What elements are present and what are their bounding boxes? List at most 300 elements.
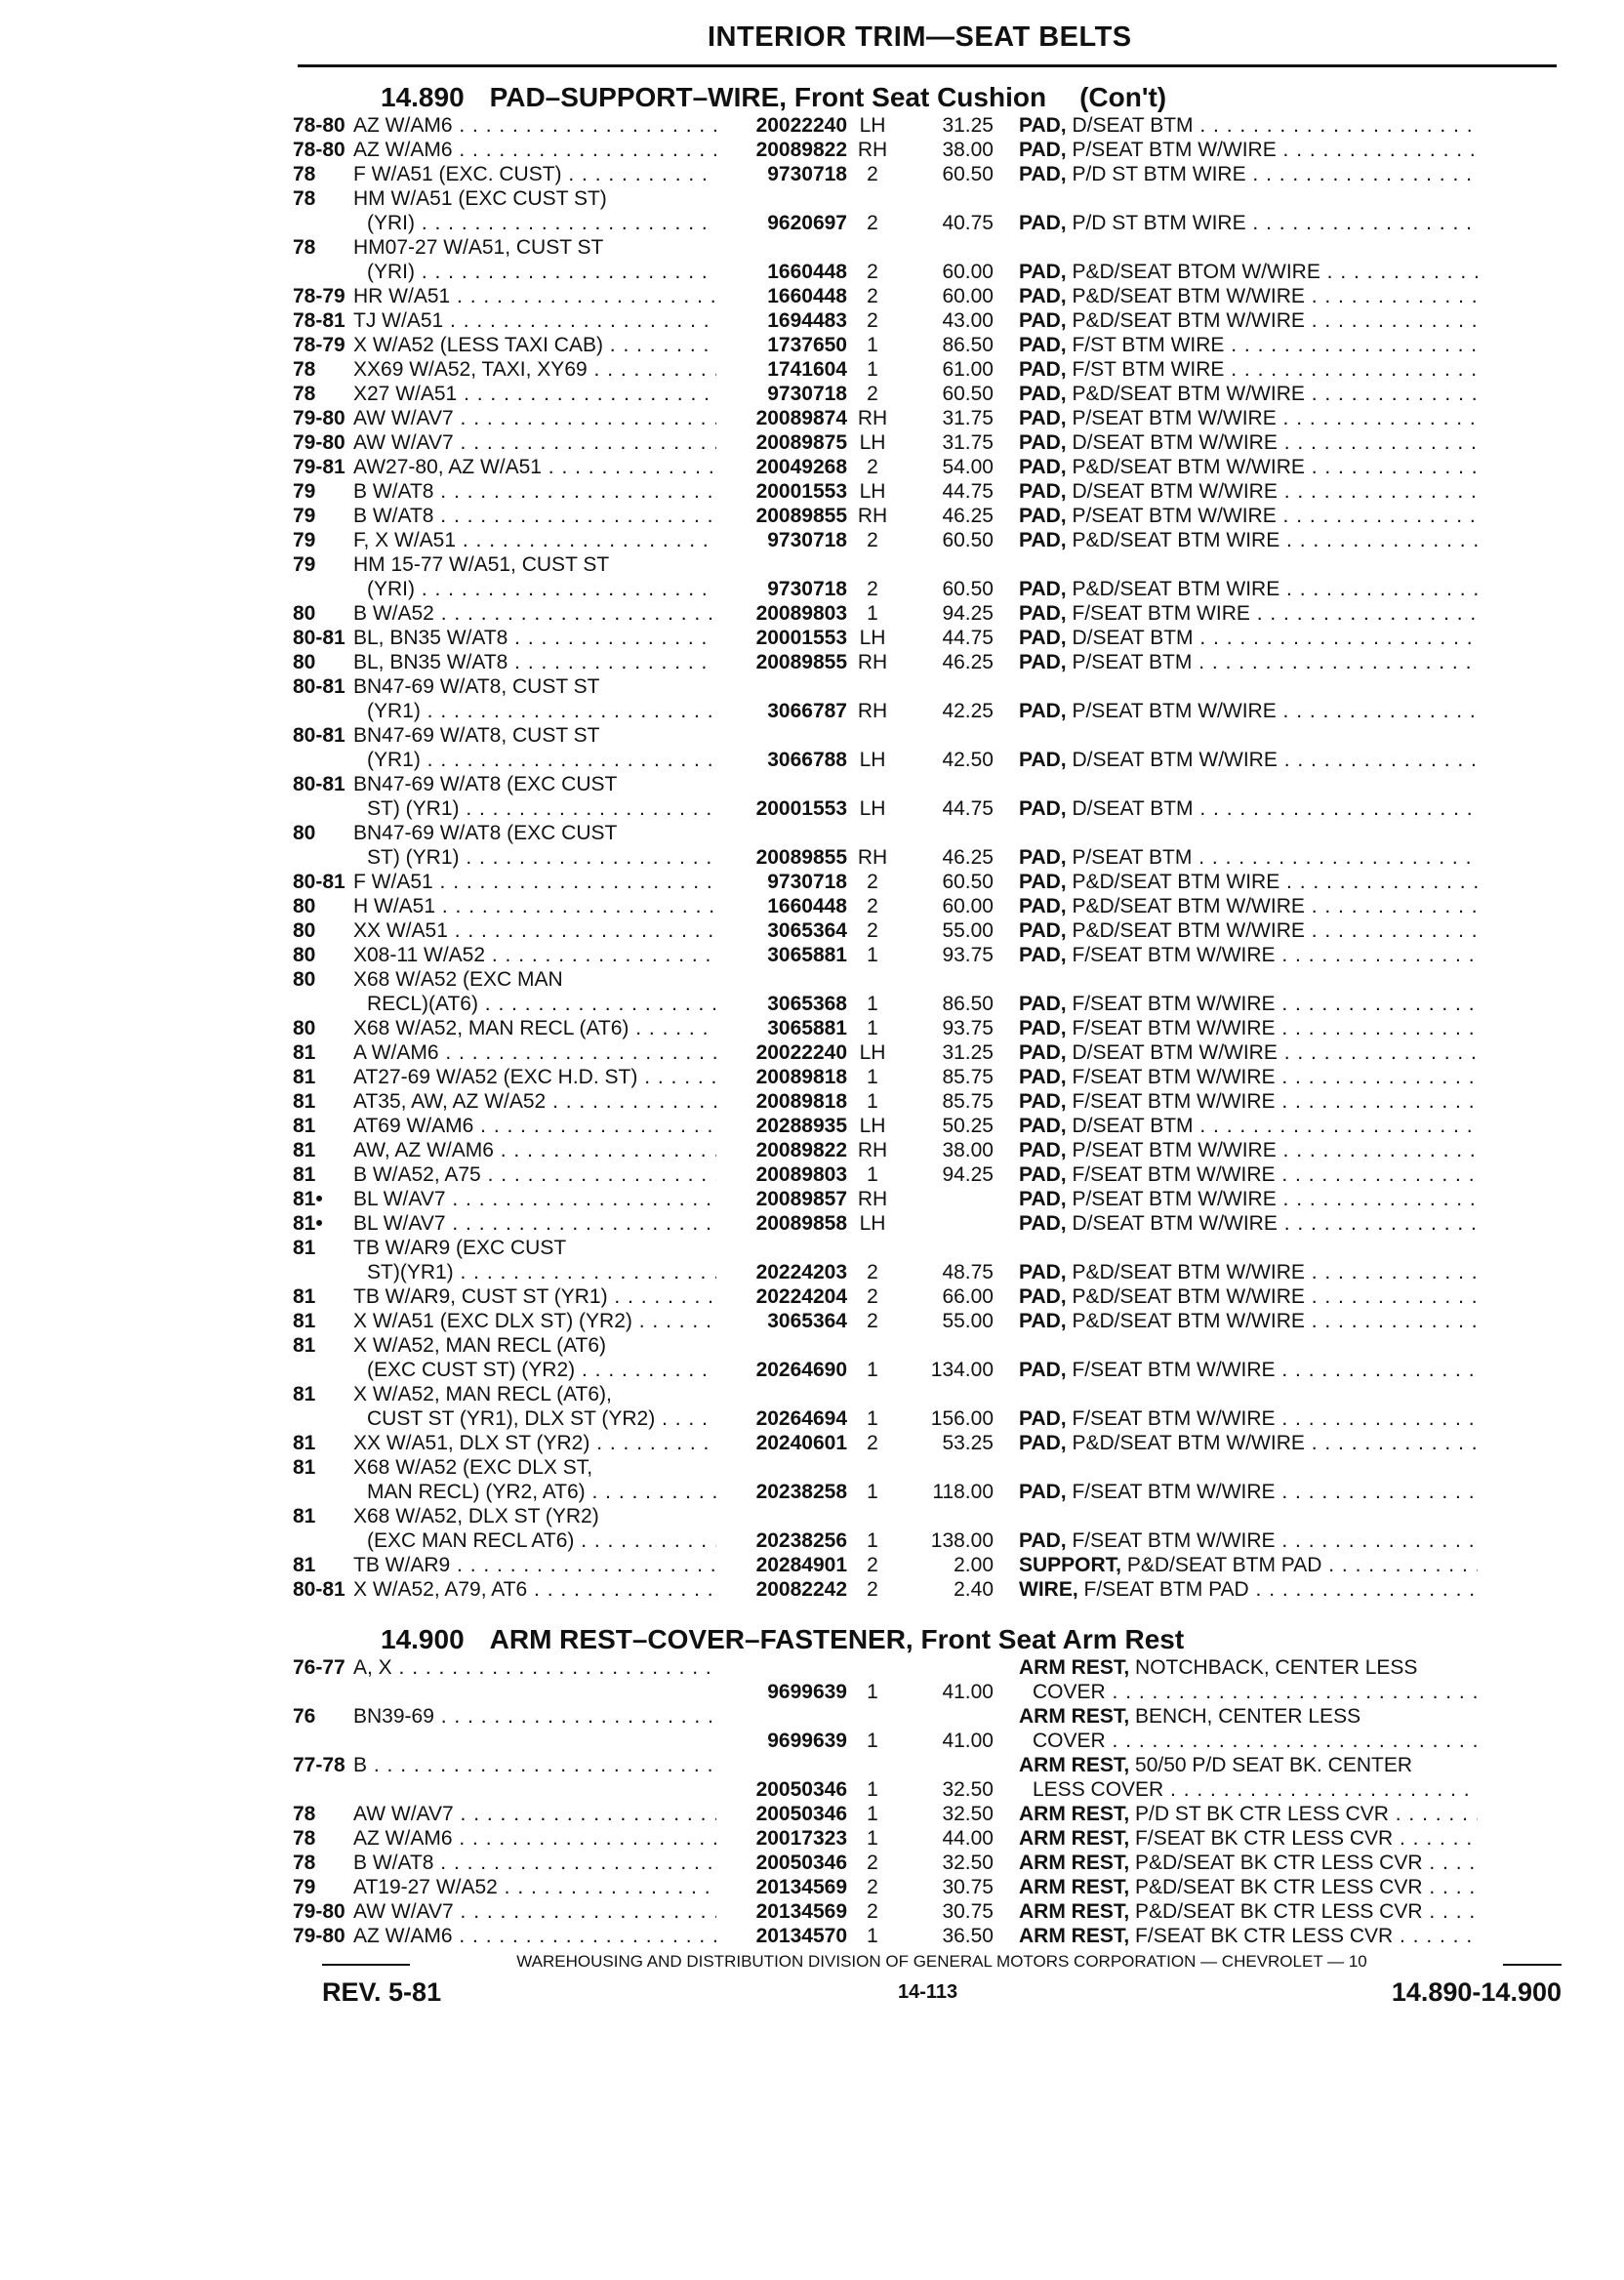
description-text: COVER [1033, 1681, 1106, 1703]
description-line [1019, 918, 1478, 943]
description-noun: PAD, [1019, 1115, 1067, 1137]
description-text: P/D ST BTM WIRE [1072, 163, 1246, 185]
model-year: 78-80 [293, 139, 345, 161]
quantity: 1 [867, 334, 878, 356]
description-line [1019, 406, 1478, 430]
part-description [994, 1114, 1478, 1138]
model-application [353, 943, 716, 967]
part-description [994, 333, 1478, 357]
model-application [353, 1284, 716, 1309]
list-item [293, 626, 1581, 650]
list-item [293, 552, 1581, 601]
model-application [353, 284, 716, 308]
price: 85.75 [942, 1066, 994, 1088]
part-number: 20134569 [755, 1876, 847, 1898]
description-line [1019, 1826, 1478, 1851]
list-item [293, 1236, 1581, 1284]
description-noun: PAD, [1019, 309, 1067, 332]
price: 138.00 [930, 1529, 994, 1552]
price: 61.00 [942, 358, 994, 381]
part-description [994, 1406, 1478, 1431]
model-application [353, 1089, 716, 1114]
model-application [353, 1455, 716, 1504]
description-noun: PAD, [1019, 139, 1067, 161]
list-item [293, 284, 1581, 308]
model-line: B W/A52, A75 . . . [353, 1162, 716, 1187]
model-application [353, 1431, 716, 1455]
model-line: X W/A52 (LESS TAXI CAB) . . . [353, 333, 716, 357]
quantity: 2 [867, 1261, 878, 1283]
description-noun: PAD, [1019, 1041, 1067, 1064]
description-text: NOTCHBACK, CENTER LESS [1135, 1656, 1418, 1679]
model-line: B W/A52 . . . [353, 601, 716, 626]
price: 86.50 [942, 993, 994, 1015]
quantity: LH [859, 1115, 886, 1137]
quantity: 2 [867, 285, 878, 307]
model-year: 81 [293, 1310, 316, 1332]
part-number: 20089818 [755, 1066, 847, 1088]
model-year: 78 [293, 383, 316, 405]
list-item [293, 1284, 1581, 1309]
description-line [1019, 1802, 1478, 1826]
part-number: 3065364 [767, 1310, 847, 1332]
price: 2.40 [954, 1578, 994, 1601]
model-application [353, 235, 716, 284]
price: 42.25 [942, 700, 994, 722]
description-text: P&D/SEAT BTM WIRE [1072, 529, 1280, 551]
list-item [293, 1187, 1581, 1211]
price: 40.75 [942, 212, 994, 234]
model-application [353, 1382, 716, 1431]
part-description [994, 382, 1478, 406]
part-description [994, 113, 1478, 138]
model-line: AZ W/AM6 . . . [353, 1924, 716, 1948]
description-line [1019, 1187, 1478, 1211]
list-item [293, 138, 1581, 162]
description-text: F/SEAT BK CTR LESS CVR [1135, 1827, 1394, 1850]
description-line [1019, 1480, 1478, 1504]
description-text: P/SEAT BTM W/WIRE [1072, 139, 1277, 161]
part-description [994, 1851, 1478, 1875]
list-item [293, 1431, 1581, 1455]
description-text: P&D/SEAT BK CTR LESS CVR [1135, 1876, 1423, 1898]
model-line: (YRI) . . . [353, 577, 716, 601]
model-line: (EXC CUST ST) (YR2) . . . [353, 1358, 716, 1382]
price: 60.00 [942, 895, 994, 917]
model-year: 78 [293, 1827, 316, 1850]
part-number: 3066788 [767, 749, 847, 771]
part-number: 20089874 [755, 407, 847, 429]
price: 60.50 [942, 529, 994, 551]
part-number: 20050346 [755, 1803, 847, 1825]
part-description [994, 308, 1478, 333]
part-number: 20050346 [755, 1852, 847, 1874]
description-text: P&D/SEAT BTM W/WIRE [1072, 1432, 1305, 1454]
section-number: 14.890 [381, 82, 465, 112]
description-noun: PAD, [1019, 1261, 1067, 1283]
list-item [293, 1704, 1581, 1753]
model-line: X68 W/A52 (EXC MAN [353, 968, 563, 991]
description-text: P&D/SEAT BK CTR LESS CVR [1135, 1900, 1423, 1923]
quantity: 1 [867, 1681, 878, 1703]
list-item [293, 1875, 1581, 1899]
description-line [1019, 1040, 1478, 1065]
model-line: XX69 W/A52, TAXI, XY69 . . . [353, 357, 716, 382]
quantity: 2 [867, 919, 878, 942]
page-header [298, 18, 1557, 72]
price: 32.50 [942, 1852, 994, 1874]
model-application [353, 308, 716, 333]
model-year: 78-81 [293, 309, 345, 332]
model-year: 79 [293, 1876, 316, 1898]
part-description [994, 748, 1478, 772]
quantity: 1 [867, 944, 878, 966]
part-description [994, 284, 1478, 308]
model-year: 78 [293, 187, 316, 210]
description-noun: ARM REST, [1019, 1827, 1130, 1850]
model-application [353, 1016, 716, 1040]
quantity: 1 [867, 1925, 878, 1947]
header-rule [298, 64, 1557, 67]
list-item [293, 1089, 1581, 1114]
list-item [293, 1138, 1581, 1162]
part-number: 3065364 [767, 919, 847, 942]
part-description [994, 430, 1478, 455]
part-description [994, 138, 1478, 162]
model-line: X68 W/A52, MAN RECL (AT6) . . . [353, 1016, 716, 1040]
model-year: 80-81 [293, 773, 345, 795]
price: 94.25 [942, 602, 994, 625]
price: 43.00 [942, 309, 994, 332]
quantity: 1 [867, 1730, 878, 1752]
quantity: 1 [867, 1481, 878, 1503]
part-number: 1694483 [767, 309, 847, 332]
price: 44.75 [942, 797, 994, 820]
part-description [994, 1826, 1478, 1851]
description-noun: PAD, [1019, 602, 1067, 625]
description-line [1019, 1406, 1478, 1431]
description-line [1019, 1138, 1478, 1162]
quantity: 2 [867, 163, 878, 185]
model-line: ST) (YR1) . . . [353, 845, 716, 870]
part-description [994, 1162, 1478, 1187]
model-application [353, 528, 716, 552]
part-number: 9730718 [767, 578, 847, 600]
description-noun: PAD, [1019, 1090, 1067, 1113]
model-line: CUST ST (YR1), DLX ST (YR2) . . . [353, 1406, 716, 1431]
model-application [353, 626, 716, 650]
model-line: B W/AT8 . . . [353, 1851, 716, 1875]
list-item [293, 1553, 1581, 1577]
quantity: LH [859, 1041, 886, 1064]
part-description [994, 455, 1478, 479]
quantity: 1 [867, 1407, 878, 1430]
model-year: 81 [293, 1432, 316, 1454]
list-item [293, 943, 1581, 967]
price: 118.00 [932, 1481, 994, 1503]
model-application [353, 1309, 716, 1333]
price: 60.50 [942, 163, 994, 185]
model-application [353, 382, 716, 406]
description-line [1019, 1899, 1478, 1924]
model-application [353, 1655, 716, 1704]
description-line [1019, 1162, 1478, 1187]
part-number: 20050346 [755, 1778, 847, 1801]
description-text: P&D/SEAT BTM W/WIRE [1072, 919, 1305, 942]
section-title [293, 70, 1581, 113]
description-line [1019, 308, 1478, 333]
quantity: 1 [867, 1803, 878, 1825]
footer-organization: WAREHOUSING AND DISTRIBUTION DIVISION OF GENERAL MOTORS CORPORATION — CHEVROLET — 10 [516, 1952, 1367, 1971]
part-description [994, 845, 1478, 870]
quantity: 1 [867, 1359, 878, 1381]
description-text: D/SEAT BTM [1072, 114, 1194, 137]
price: 55.00 [942, 1310, 994, 1332]
description-text: LESS COVER [1033, 1778, 1164, 1801]
model-year: 79-80 [293, 1925, 345, 1947]
model-line: BN47-69 W/AT8, CUST ST [353, 724, 600, 747]
model-application [353, 1802, 716, 1826]
price: 36.50 [942, 1925, 994, 1947]
description-noun: ARM REST, [1019, 1803, 1130, 1825]
model-year: 80-81 [293, 724, 345, 747]
description-line [1019, 1704, 1478, 1729]
description-line [1019, 1851, 1478, 1875]
list-item [293, 308, 1581, 333]
description-line [1019, 113, 1478, 138]
quantity: RH [857, 700, 888, 722]
price: 44.75 [942, 627, 994, 649]
description-line [1019, 1729, 1478, 1753]
description-noun: PAD, [1019, 1285, 1067, 1308]
section-continued: (Con't) [1079, 82, 1167, 112]
model-application [353, 1553, 716, 1577]
description-noun: PAD, [1019, 846, 1067, 869]
part-number: 20089875 [755, 431, 847, 454]
description-text: F/SEAT BTM W/WIRE [1072, 1529, 1276, 1552]
model-year: 79 [293, 505, 316, 527]
price: 60.50 [942, 383, 994, 405]
model-line: ST)(YR1) . . . [353, 1260, 716, 1284]
description-line [1019, 699, 1478, 723]
model-line: AZ W/AM6 . . . [353, 138, 716, 162]
model-application [353, 1162, 716, 1187]
list-item [293, 528, 1581, 552]
description-text: F/SEAT BTM W/WIRE [1072, 1090, 1276, 1113]
description-line [1019, 333, 1478, 357]
section-title [293, 1612, 1581, 1655]
model-line: F W/A51 (EXC. CUST) . . . [353, 162, 716, 186]
model-line: X W/A52, A79, AT6 . . . [353, 1577, 716, 1602]
description-line [1019, 870, 1478, 894]
model-application [353, 894, 716, 918]
quantity: 2 [867, 383, 878, 405]
model-line: X W/A52, MAN RECL (AT6), [353, 1383, 612, 1405]
model-application [353, 1704, 716, 1753]
description-line [1019, 1065, 1478, 1089]
part-description [994, 479, 1478, 504]
description-line [1019, 260, 1478, 284]
model-line: MAN RECL) (YR2, AT6) . . . [353, 1480, 716, 1504]
description-noun: PAD, [1019, 651, 1067, 673]
model-year: 81 [293, 1041, 316, 1064]
model-application [353, 186, 716, 235]
model-line: BN47-69 W/AT8 (EXC CUST [353, 773, 618, 795]
part-number: 20089818 [755, 1090, 847, 1113]
model-line: AW, AZ W/AM6 . . . [353, 1138, 716, 1162]
description-text: P&D/SEAT BTM W/WIRE [1072, 456, 1305, 478]
model-year: 78 [293, 1803, 316, 1825]
price: 42.50 [942, 749, 994, 771]
part-description [994, 1138, 1478, 1162]
description-noun: PAD, [1019, 505, 1067, 527]
description-text: F/SEAT BTM W/WIRE [1072, 1163, 1276, 1186]
part-number: 20089855 [755, 846, 847, 869]
model-line: BL W/AV7 . . . [353, 1187, 716, 1211]
model-application [353, 650, 716, 674]
quantity: RH [857, 139, 888, 161]
description-noun: PAD, [1019, 358, 1067, 381]
section-name: PAD–SUPPORT–WIRE, Front Seat Cushion [489, 82, 1047, 112]
description-line [1019, 650, 1478, 674]
part-description [994, 1924, 1478, 1948]
list-item [293, 1333, 1581, 1382]
page-number: 14-113 [898, 1981, 958, 2003]
description-text: F/SEAT BTM W/WIRE [1072, 1017, 1276, 1039]
description-line [1019, 284, 1478, 308]
part-number: 20089855 [755, 651, 847, 673]
part-number: 20224203 [755, 1261, 847, 1283]
description-line [1019, 1777, 1478, 1802]
part-number: 20001553 [755, 627, 847, 649]
part-description [994, 357, 1478, 382]
part-description [994, 796, 1478, 821]
description-text: P/SEAT BTM [1072, 651, 1193, 673]
model-application [353, 601, 716, 626]
list-item [293, 1211, 1581, 1236]
description-noun: PAD, [1019, 407, 1067, 429]
price: 60.00 [942, 261, 994, 283]
section-name: ARM REST–COVER–FASTENER, Front Seat Arm Rest [489, 1624, 1185, 1654]
part-number: 20089803 [755, 602, 847, 625]
list-item [293, 870, 1581, 894]
model-line: A W/AM6 . . . [353, 1040, 716, 1065]
part-description [994, 406, 1478, 430]
part-number: 20049268 [755, 456, 847, 478]
description-text: P&D/SEAT BTM WIRE [1072, 578, 1280, 600]
description-text: P&D/SEAT BTM W/WIRE [1072, 1310, 1305, 1332]
description-line [1019, 357, 1478, 382]
list-item [293, 186, 1581, 235]
description-noun: PAD, [1019, 1212, 1067, 1235]
part-description [994, 1211, 1478, 1236]
list-item [293, 1504, 1581, 1553]
price: 2.00 [954, 1554, 994, 1576]
model-year: 80 [293, 651, 316, 673]
description-noun: ARM REST, [1019, 1852, 1130, 1874]
description-noun: ARM REST, [1019, 1876, 1130, 1898]
model-line: (YRI) . . . [353, 260, 716, 284]
model-line: AW W/AV7 . . . [353, 1802, 716, 1826]
price: 31.25 [942, 1041, 994, 1064]
description-line [1019, 943, 1478, 967]
model-year: 81 [293, 1066, 316, 1088]
revision-label: REV. 5-81 [322, 1977, 442, 2007]
description-text: F/SEAT BK CTR LESS CVR [1135, 1925, 1394, 1947]
description-line [1019, 430, 1478, 455]
description-noun: PAD, [1019, 431, 1067, 454]
part-number: 20022240 [755, 1041, 847, 1064]
model-application [353, 455, 716, 479]
description-line [1019, 504, 1478, 528]
quantity: LH [859, 1212, 886, 1235]
description-text: D/SEAT BTM [1072, 797, 1194, 820]
model-year: 81 [293, 1505, 316, 1527]
description-text: F/SEAT BTM W/WIRE [1072, 1481, 1276, 1503]
description-line [1019, 1284, 1478, 1309]
part-description [994, 1431, 1478, 1455]
description-line [1019, 138, 1478, 162]
model-line: TJ W/A51 . . . [353, 308, 716, 333]
list-item [293, 406, 1581, 430]
list-item [293, 1040, 1581, 1065]
description-noun: PAD, [1019, 1310, 1067, 1332]
description-text: P&D/SEAT BTM W/WIRE [1072, 285, 1305, 307]
description-line [1019, 455, 1478, 479]
description-noun: PAD, [1019, 1407, 1067, 1430]
parts-list [293, 1655, 1581, 1948]
description-line [1019, 1309, 1478, 1333]
part-number: 9730718 [767, 163, 847, 185]
price: 41.00 [942, 1730, 994, 1752]
model-line: F W/A51 . . . [353, 870, 716, 894]
part-description [994, 1899, 1478, 1924]
price: 60.50 [942, 578, 994, 600]
model-year: 78-79 [293, 334, 345, 356]
quantity: 2 [867, 871, 878, 893]
model-application [353, 138, 716, 162]
part-description [994, 992, 1478, 1016]
list-item [293, 1826, 1581, 1851]
part-number: 20089822 [755, 1139, 847, 1161]
model-line: B W/AT8 . . . [353, 479, 716, 504]
model-year: 78 [293, 163, 316, 185]
description-text: P&D/SEAT BK CTR LESS CVR [1135, 1852, 1423, 1874]
description-line [1019, 1924, 1478, 1948]
description-line [1019, 382, 1478, 406]
description-line [1019, 1553, 1478, 1577]
quantity: 2 [867, 212, 878, 234]
section-number: 14.900 [381, 1624, 465, 1654]
part-number: 1737650 [767, 334, 847, 356]
description-text: D/SEAT BTM W/WIRE [1072, 480, 1278, 503]
description-noun: PAD, [1019, 1066, 1067, 1088]
part-number: 20089858 [755, 1212, 847, 1235]
description-noun: PAD, [1019, 749, 1067, 771]
part-description [994, 1655, 1478, 1704]
description-text: 50/50 P/D SEAT BK. CENTER [1135, 1754, 1413, 1776]
price: 85.75 [942, 1090, 994, 1113]
quantity: RH [857, 1188, 888, 1210]
model-application [353, 357, 716, 382]
price: 86.50 [942, 334, 994, 356]
list-item [293, 1065, 1581, 1089]
model-line: AZ W/AM6 . . . [353, 113, 716, 138]
model-year: 79-81 [293, 456, 345, 478]
description-text: P&D/SEAT BTM PAD [1126, 1554, 1322, 1576]
list-item [293, 821, 1581, 870]
description-noun: PAD, [1019, 114, 1067, 137]
